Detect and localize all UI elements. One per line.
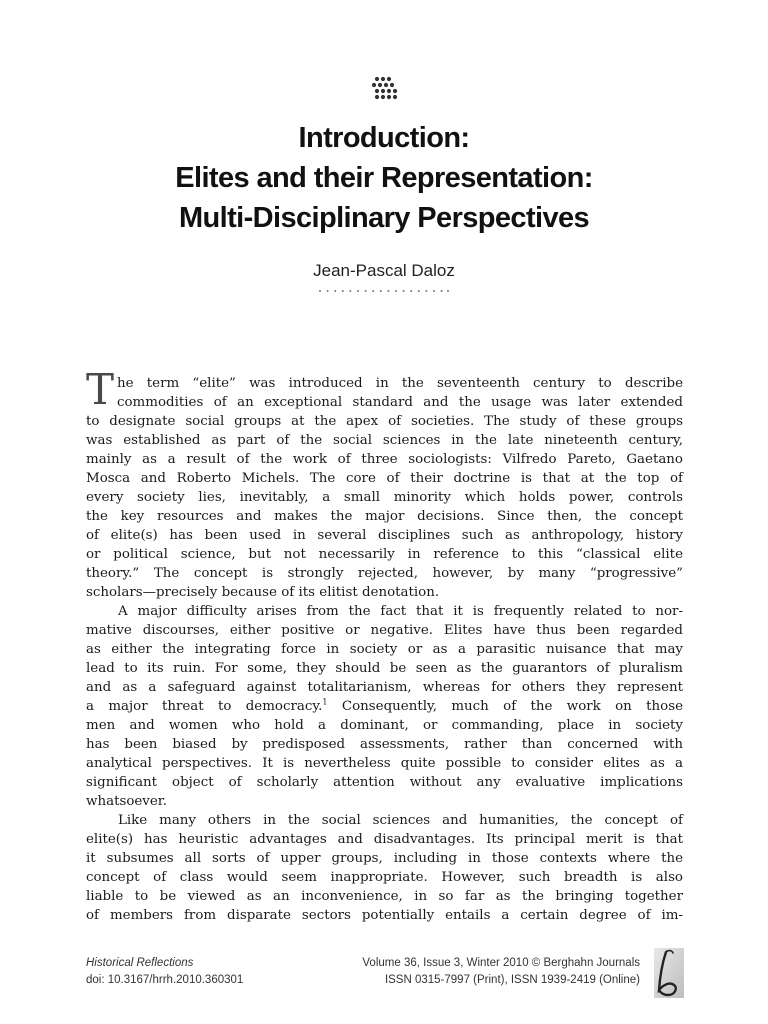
body-line (86, 659, 683, 678)
body-line (86, 526, 683, 545)
title-line-3: Multi-Disciplinary Perspectives (178, 202, 590, 234)
body-line-text: whatsoever. (86, 794, 167, 809)
body-line-text: commodities of an exceptional standard and the usage was later extended (117, 395, 683, 410)
title-line-2: Elites and their Representation: (175, 162, 593, 194)
body-line-text: concept of class would seem inappropriate. However, such breadth is also (86, 870, 683, 885)
drop-cap: T (86, 365, 115, 414)
footer-right (362, 955, 640, 989)
volume-info: Volume 36, Issue 3, Winter 2010 © Berghahn Journals (362, 957, 640, 969)
body-line-text: analytical perspectives. It is nevertheless quite possible to consider elites as a (86, 756, 683, 771)
body-line-text: A major difficulty arises from the fact that it is frequently related to nor- (118, 604, 683, 619)
footnote-marker[interactable]: 1 (322, 697, 328, 707)
body-line-text: of members from disparate sectors potentially entails a certain degree of im- (86, 908, 683, 923)
body-line (86, 716, 683, 735)
body-line (86, 697, 683, 716)
body-line (86, 792, 683, 811)
body-line-text: and as a safeguard against totalitarianism, whereas for others they represent (86, 680, 683, 695)
dot-grid-ornament-icon (372, 76, 398, 100)
body-line-text: was established as part of the social sciences in the late nineteenth century, (86, 433, 683, 448)
body-line-text: Mosca and Roberto Michels. The core of their doctrine is that at the top of (86, 471, 683, 486)
body-line (86, 602, 683, 621)
body-line (86, 393, 683, 412)
body-line-text: of elite(s) has been used in several disciplines such as anthropology, history (86, 528, 683, 543)
body-line (86, 811, 683, 830)
author-name: Jean-Pascal Daloz (313, 261, 455, 280)
body-line-text: liable to be viewed as an inconvenience, in so far as the bringing together (86, 889, 683, 904)
footer-left (86, 955, 243, 989)
body-line (86, 773, 683, 792)
body-line (86, 412, 683, 431)
body-line-text: Consequently, much of the work on those (327, 699, 683, 714)
berghahn-logo-icon (648, 944, 688, 1000)
article-title (0, 118, 768, 238)
body-line-text: he term “elite” was introduced in the seventeenth century to describe (117, 376, 683, 391)
journal-name: Historical Reflections (86, 957, 194, 969)
body-line (86, 488, 683, 507)
body-line-text: elite(s) has heuristic advantages and disadvantages. Its principal merit is that (86, 832, 683, 847)
article-body (86, 374, 683, 925)
body-line-text: theory.” The concept is strongly rejected, however, by many “progressive” (86, 566, 683, 581)
body-line (86, 450, 683, 469)
body-line (86, 849, 683, 868)
issn-info: ISSN 0315-7997 (Print), ISSN 1939-2419 (Online) (384, 974, 640, 986)
body-line (86, 735, 683, 754)
body-line-text: it subsumes all sorts of upper groups, including in those contexts where the (86, 851, 683, 866)
author-dotted-rule (318, 289, 450, 293)
body-line-text: the key resources and makes the major decisions. Since then, the concept (86, 509, 683, 524)
title-line-1: Introduction: (298, 122, 470, 154)
body-line-text: a major threat to democracy. (86, 699, 323, 714)
body-line (86, 469, 683, 488)
body-line (86, 431, 683, 450)
body-line (86, 621, 683, 640)
body-line (86, 583, 683, 602)
body-line (86, 374, 683, 393)
doi: doi: 10.3167/hrrh.2010.360301 (86, 974, 244, 986)
body-line-text: lead to its ruin. For some, they should be seen as the guarantors of pluralism (86, 661, 683, 676)
body-line (86, 887, 683, 906)
body-line-text: or political science, but not necessarily in reference to this “classical elite (86, 547, 683, 562)
body-line (86, 754, 683, 773)
body-line-text: men and women who hold a dominant, or commanding, place in society (86, 718, 683, 733)
body-line-text: Like many others in the social sciences and humanities, the concept of (118, 813, 683, 828)
body-line-text: scholars—precisely because of its elitist denotation. (86, 585, 440, 600)
body-line (86, 678, 683, 697)
body-line (86, 868, 683, 887)
body-line-text: mainly as a result of the work of three sociologists: Vilfredo Pareto, Gaetano (86, 452, 683, 467)
body-line (86, 564, 683, 583)
body-line (86, 906, 683, 925)
body-line-text: as either the integrating force in society or as a parasitic nuisance that may (86, 642, 683, 657)
body-line-text: mative discourses, either positive or negative. Elites have thus been regarded (86, 623, 683, 638)
body-line-text: significant object of scholarly attention without any evaluative implications (86, 775, 683, 790)
body-line (86, 640, 683, 659)
body-line (86, 545, 683, 564)
body-line-text: has been biased by predisposed assessments, rather than concerned with (86, 737, 683, 752)
body-line-text: every society lies, inevitably, a small minority which holds power, controls (86, 490, 683, 505)
body-line (86, 830, 683, 849)
body-line (86, 507, 683, 526)
body-line-text: to designate social groups at the apex of societies. The study of these groups (86, 414, 683, 429)
